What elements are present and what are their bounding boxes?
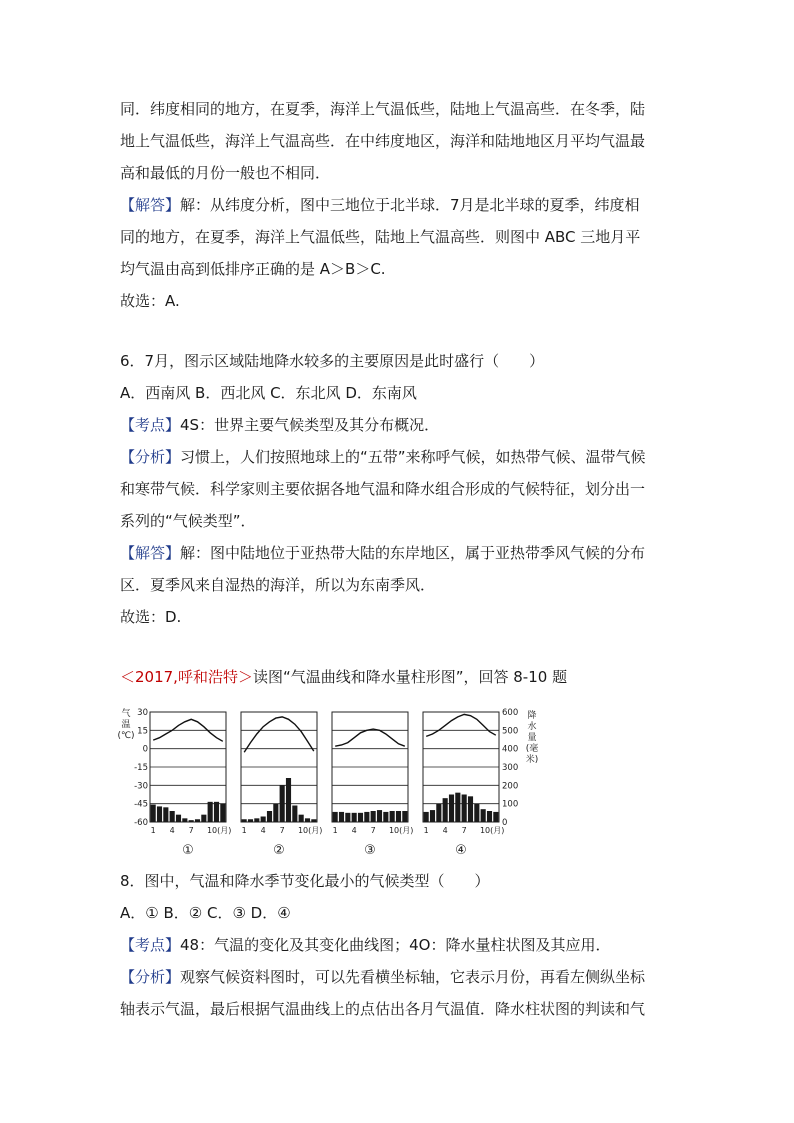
precip-bar — [352, 813, 357, 822]
answer-choice: 故选：D. — [120, 608, 182, 626]
precip-bar — [443, 798, 448, 822]
precip-bar — [333, 812, 338, 822]
month-tick-label: 10(月) — [479, 826, 505, 835]
answer-tag: 【解答】 — [120, 196, 181, 214]
precip-bar — [358, 813, 363, 822]
climate-panel-3 — [332, 712, 413, 858]
precip-bar — [189, 820, 194, 822]
jieda-tag: 【解答】 — [120, 544, 181, 562]
precip-bar — [220, 804, 225, 822]
answer-text: 解：从纬度分析，图中三地位于北半球．7月是北半球的夏季，纬度相 — [180, 196, 640, 214]
precip-bar — [449, 795, 454, 823]
precip-bar — [299, 815, 304, 822]
paragraph-line: 同．纬度相同的地方，在夏季，海洋上气温低些，陆地上气温高些．在冬季，陆 — [120, 100, 646, 118]
precip-bar — [487, 811, 492, 822]
month-tick-label: 10(月) — [206, 826, 232, 835]
precip-bar — [286, 778, 291, 822]
question-6-stem: 6．7月，图示区域陆地降水较多的主要原因是此时盛行（ ） — [120, 352, 545, 370]
precip-bar — [345, 813, 350, 822]
precip-bar — [267, 811, 272, 822]
precip-bar — [311, 819, 316, 822]
precip-tick-label: 0 — [502, 818, 508, 828]
right-axis-label: 降 — [527, 711, 537, 721]
question-6-jieda — [120, 542, 645, 564]
section-text: 读图“气温曲线和降水量柱形图”，回答 8-10 题 — [252, 668, 568, 686]
panel-label: ① — [182, 843, 194, 858]
precip-bar — [493, 812, 498, 822]
question-8-fenxi — [120, 966, 645, 988]
paragraph-line: 系列的“气候类型”． — [120, 512, 256, 530]
left-axis-label: (℃) — [117, 731, 135, 741]
precip-bar — [371, 811, 376, 822]
paragraph-line: 高和最低的月份一般也不相同． — [120, 164, 331, 182]
month-tick-label: 10(月) — [297, 826, 323, 835]
fenxi-text: 观察气候资料图时，可以先看横坐标轴，它表示月份，再看左侧纵坐标 — [180, 968, 646, 986]
temp-tick-label: -60 — [134, 818, 148, 828]
kaodian-tag: 【考点】 — [120, 936, 181, 954]
paragraph-line: 和寒带气候．科学家则主要依据各地气温和降水组合形成的气候特征，划分出一 — [120, 480, 646, 498]
panel-label: ④ — [455, 843, 467, 858]
right-axis-label: (毫 — [525, 744, 539, 754]
precip-tick-label: 500 — [502, 726, 519, 737]
section-heading — [120, 666, 567, 688]
precip-bar — [462, 795, 467, 823]
precip-bar — [242, 819, 247, 822]
precip-bar — [163, 807, 168, 822]
panel-label: ② — [273, 843, 285, 858]
precip-bar — [214, 802, 219, 822]
precip-bar — [305, 818, 310, 822]
answer-section — [120, 194, 640, 216]
month-tick-label: 1 — [241, 826, 247, 835]
paragraph-line: 均气温由高到低排序正确的是 A＞B＞C. — [120, 260, 386, 278]
paragraph-line: 轴表示气温，最后根据气温曲线上的点估出各月气温值．降水柱状图的判读和气 — [120, 1000, 646, 1018]
climate-panel-4 — [423, 712, 504, 858]
temp-tick-label: -15 — [134, 763, 148, 773]
precip-bar — [424, 812, 429, 822]
precip-bar — [195, 819, 200, 822]
precip-bar — [292, 806, 297, 823]
temp-tick-label: 15 — [137, 726, 148, 737]
precip-bar — [377, 810, 382, 822]
precip-tick-label: 300 — [502, 763, 519, 773]
precip-bar — [273, 804, 278, 822]
month-tick-label: 1 — [423, 826, 429, 835]
precip-tick-label: 400 — [502, 744, 519, 755]
precip-bar — [430, 810, 435, 822]
right-axis-label: 量 — [527, 733, 537, 743]
month-tick-label: 7 — [370, 826, 376, 835]
fenxi-tag: 【分析】 — [120, 448, 181, 466]
month-tick-label: 10(月) — [388, 826, 414, 835]
temp-tick-label: -30 — [134, 781, 148, 792]
source-tag: ＜2017,呼和浩特＞ — [120, 668, 253, 686]
kaodian-text: 4S：世界主要气候类型及其分布概况． — [180, 416, 440, 434]
temp-tick-label: 0 — [142, 744, 148, 755]
precip-bar — [383, 812, 388, 822]
jieda-text: 解：图中陆地位于亚热带大陆的东岸地区，属于亚热带季风气候的分布 — [180, 544, 646, 562]
left-axis-label: 温 — [121, 720, 131, 730]
kaodian-tag: 【考点】 — [120, 416, 181, 434]
climate-panel-1 — [150, 712, 231, 858]
precip-bar — [248, 819, 253, 822]
month-tick-label: 7 — [279, 826, 285, 835]
paragraph-line: 同的地方，在夏季，海洋上气温低些，陆地上气温高些．则图中 ABC 三地月平 — [120, 228, 641, 246]
precip-bar — [390, 811, 395, 822]
precip-bar — [481, 809, 486, 822]
question-6-kaodian — [120, 414, 439, 436]
month-tick-label: 1 — [150, 826, 156, 835]
precip-tick-label: 100 — [502, 799, 519, 810]
question-8-stem: 8．图中，气温和降水季节变化最小的气候类型（ ） — [120, 872, 490, 890]
precip-bar — [455, 793, 460, 822]
precip-bar — [182, 818, 187, 822]
question-8-options: A．① B．② C．③ D．④ — [120, 904, 291, 922]
month-tick-label: 7 — [188, 826, 194, 835]
precip-bar — [176, 815, 181, 822]
precip-bar — [254, 818, 259, 822]
precip-bar — [468, 796, 473, 822]
precip-bar — [402, 811, 407, 822]
temp-tick-label: -45 — [134, 799, 148, 810]
month-tick-label: 1 — [332, 826, 338, 835]
precip-bar — [261, 817, 266, 823]
climate-charts-figure — [117, 704, 540, 862]
precip-bar — [364, 812, 369, 822]
precip-tick-label: 600 — [502, 708, 519, 718]
question-6-options: A．西南风 B．西北风 C．东北风 D．东南风 — [120, 384, 417, 402]
kaodian-text: 48：气温的变化及其变化曲线图；4O：降水量柱状图及其应用． — [180, 936, 611, 954]
paragraph-line: 地上气温低些，海洋上气温高些．在中纬度地区，海洋和陆地地区月平均气温最 — [120, 132, 646, 150]
question-6-fenxi — [120, 446, 646, 468]
temperature-curve — [426, 714, 496, 736]
precip-bar — [436, 804, 441, 822]
fenxi-text: 习惯上，人们按照地球上的“五带”来称呼气候，如热带气候、温带气候 — [180, 448, 646, 466]
precip-bar — [170, 811, 175, 822]
precip-bar — [280, 785, 285, 822]
month-tick-label: 4 — [260, 826, 266, 835]
precip-bar — [151, 805, 156, 822]
temperature-curve — [335, 729, 405, 746]
temp-tick-label: 30 — [137, 708, 148, 718]
question-8-kaodian — [120, 934, 610, 956]
month-tick-label: 4 — [169, 826, 175, 835]
right-axis-label: 米) — [525, 755, 539, 765]
paragraph-line: 区．夏季风来自湿热的海洋，所以为东南季风． — [120, 576, 436, 594]
temperature-curve — [244, 717, 314, 752]
precip-bar — [474, 804, 479, 822]
precip-bar — [157, 806, 162, 822]
precip-bar — [396, 811, 401, 822]
right-axis-label: 水 — [527, 722, 537, 732]
precip-tick-label: 200 — [502, 781, 519, 792]
precip-bar — [208, 802, 213, 822]
month-tick-label: 4 — [442, 826, 448, 835]
climate-panel-2 — [241, 712, 322, 858]
left-axis-label: 气 — [121, 709, 131, 719]
month-tick-label: 4 — [351, 826, 357, 835]
panel-label: ③ — [364, 843, 376, 858]
answer-choice: 故选：A. — [120, 292, 180, 310]
month-tick-label: 7 — [461, 826, 467, 835]
fenxi-tag: 【分析】 — [120, 968, 181, 986]
precip-bar — [339, 812, 344, 822]
precip-bar — [201, 815, 206, 822]
